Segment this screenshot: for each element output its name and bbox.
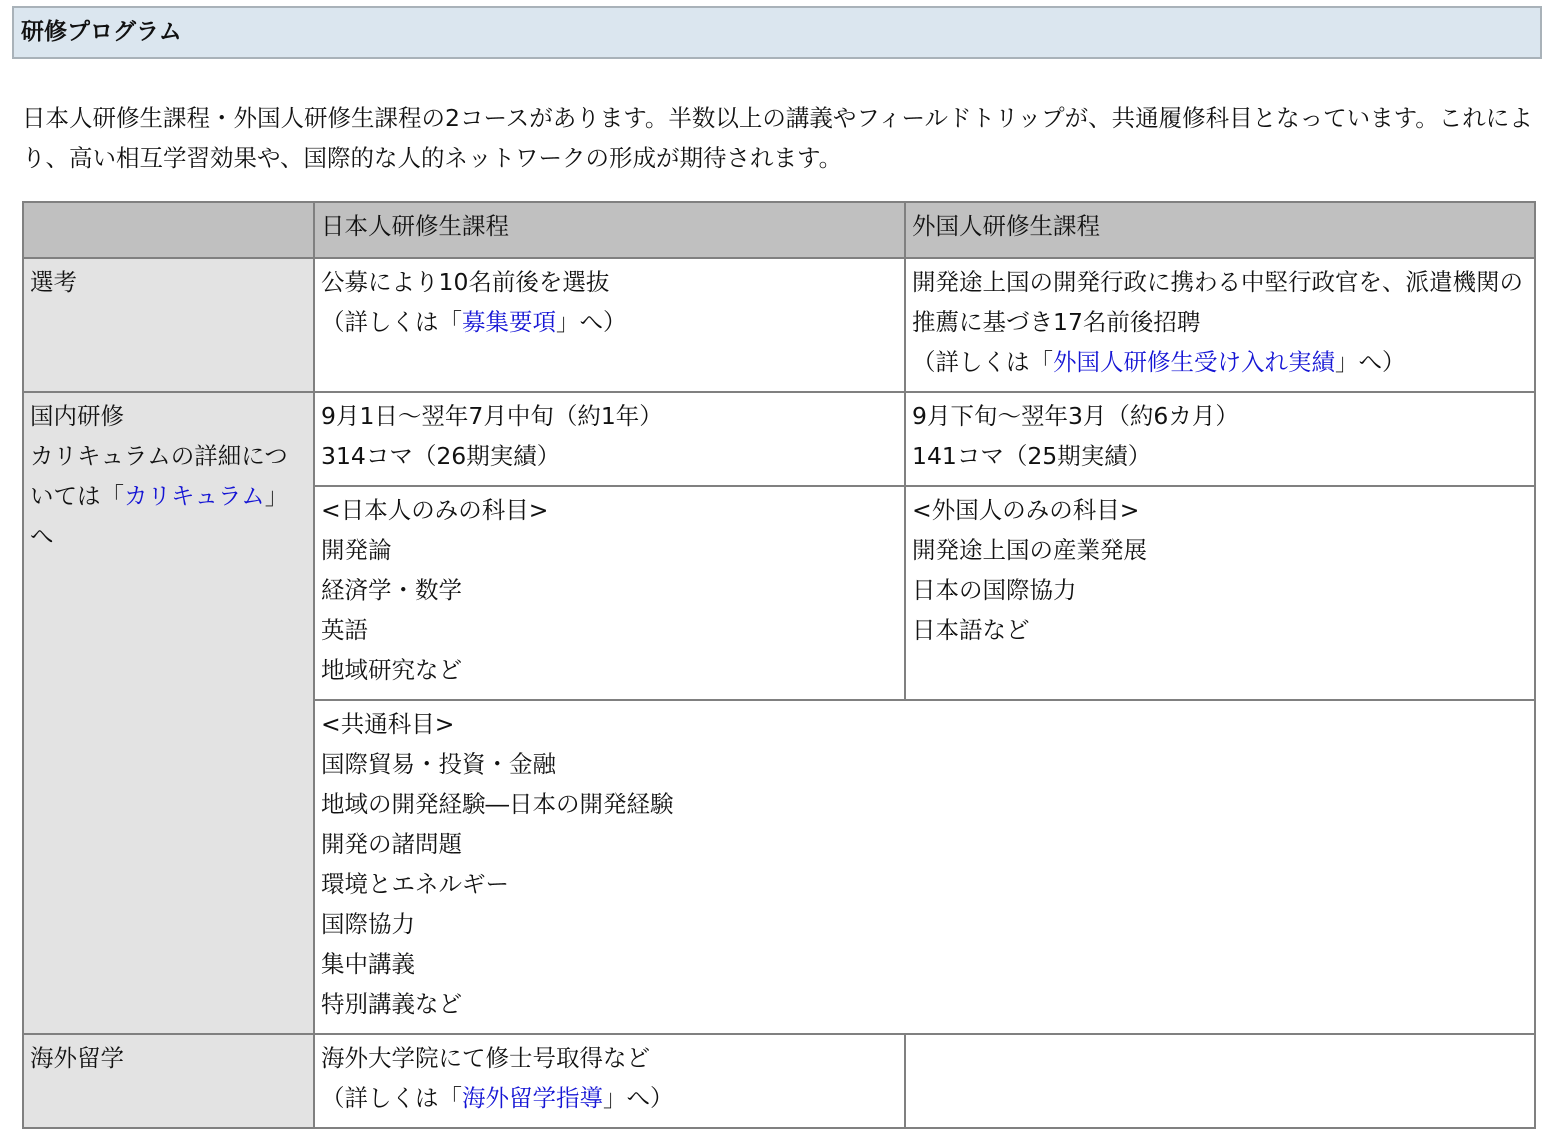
curriculum-note-prefix: カリキュラムの詳細については「 bbox=[30, 442, 288, 510]
program-table bbox=[22, 201, 1536, 1129]
overseas-japanese-detail bbox=[321, 1078, 898, 1118]
curriculum-note bbox=[30, 436, 307, 556]
period-text: 9月1日～翌年7月中旬（約1年） bbox=[321, 402, 663, 430]
list-item: 特別講義など bbox=[321, 990, 462, 1018]
recruitment-guidelines-link[interactable]: 募集要項 bbox=[462, 308, 556, 336]
list-item: 地域研究など bbox=[321, 656, 462, 684]
list-item: 開発途上国の産業発展 bbox=[912, 536, 1147, 564]
curriculum-link[interactable]: カリキュラム bbox=[124, 482, 265, 510]
selection-japanese-cell bbox=[314, 258, 905, 392]
header-empty-cell bbox=[23, 202, 314, 258]
overseas-study-guidance-link[interactable]: 海外留学指導 bbox=[462, 1084, 603, 1112]
foreign-only-subjects-cell bbox=[905, 486, 1535, 700]
list-item: 集中講義 bbox=[321, 950, 415, 978]
row-label-domestic bbox=[23, 392, 314, 1034]
list-item: 日本の国際協力 bbox=[912, 576, 1077, 604]
overseas-japanese-text: 海外大学院にて修士号取得など bbox=[321, 1044, 650, 1072]
subject-list-heading: <外国人のみの科目> bbox=[912, 496, 1140, 524]
table-row-domestic-period bbox=[23, 392, 1535, 486]
domestic-foreign-period-cell bbox=[905, 392, 1535, 486]
list-item: 国際貿易・投資・金融 bbox=[321, 750, 556, 778]
curriculum-note-suffix: 」へ bbox=[30, 482, 289, 550]
detail-suffix: 」へ） bbox=[603, 1084, 674, 1112]
sessions-text: 141コマ（25期実績） bbox=[912, 442, 1152, 470]
sessions-text: 314コマ（26期実績） bbox=[321, 442, 561, 470]
selection-japanese-text: 公募により10名前後を選抜 bbox=[321, 268, 610, 296]
detail-suffix: 」へ） bbox=[1335, 348, 1406, 376]
list-item: 開発の諸問題 bbox=[321, 830, 462, 858]
selection-foreign-cell bbox=[905, 258, 1535, 392]
selection-foreign-detail bbox=[912, 342, 1528, 382]
subject-list-heading: <日本人のみの科目> bbox=[321, 496, 549, 524]
table-row-selection bbox=[23, 258, 1535, 392]
overseas-japanese-cell bbox=[314, 1034, 905, 1128]
list-item: 開発論 bbox=[321, 536, 392, 564]
selection-foreign-text: 開発途上国の開発行政に携わる中堅行政官を、派遣機関の推薦に基づき17名前後招聘 bbox=[912, 268, 1523, 336]
subject-list-heading: <共通科目> bbox=[321, 710, 455, 738]
row-label-overseas: 海外留学 bbox=[23, 1034, 314, 1128]
detail-prefix: （詳しくは「 bbox=[321, 1084, 462, 1112]
japanese-only-subjects-cell bbox=[314, 486, 905, 700]
period-text: 9月下旬～翌年3月（約6カ月） bbox=[912, 402, 1239, 430]
table-header-row bbox=[23, 202, 1535, 258]
header-japanese-course: 日本人研修生課程 bbox=[314, 202, 905, 258]
list-item: 国際協力 bbox=[321, 910, 415, 938]
detail-prefix: （詳しくは「 bbox=[912, 348, 1053, 376]
row-label-selection: 選考 bbox=[23, 258, 314, 392]
list-item: 環境とエネルギー bbox=[321, 870, 509, 898]
list-item: 地域の開発経験―日本の開発経験 bbox=[321, 790, 674, 818]
list-item: 日本語など bbox=[912, 616, 1030, 644]
foreign-trainee-record-link[interactable]: 外国人研修生受け入れ実績 bbox=[1053, 348, 1335, 376]
detail-prefix: （詳しくは「 bbox=[321, 308, 462, 336]
detail-suffix: 」へ） bbox=[556, 308, 627, 336]
domestic-label: 国内研修 bbox=[30, 402, 124, 430]
selection-japanese-detail bbox=[321, 302, 898, 342]
domestic-japanese-period-cell bbox=[314, 392, 905, 486]
overseas-foreign-cell bbox=[905, 1034, 1535, 1128]
list-item: 経済学・数学 bbox=[321, 576, 462, 604]
table-row-overseas bbox=[23, 1034, 1535, 1128]
common-subjects-cell bbox=[314, 700, 1535, 1034]
intro-paragraph: 日本人研修生課程・外国人研修生課程の2コースがあります。半数以上の講義やフィールドトリップが、共通履修科目となっています。これにより、高い相互学習効果や、国際的な人的ネットワークの形成が期待されます。 bbox=[22, 104, 1533, 172]
header-foreign-course: 外国人研修生課程 bbox=[905, 202, 1535, 258]
list-item: 英語 bbox=[321, 616, 368, 644]
section-title: 研修プログラム bbox=[12, 6, 1542, 59]
